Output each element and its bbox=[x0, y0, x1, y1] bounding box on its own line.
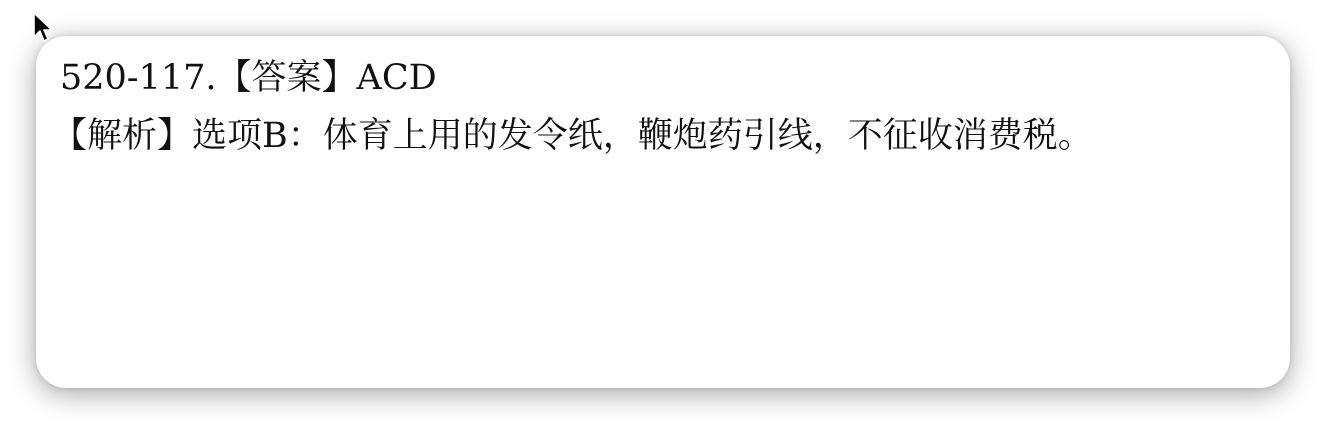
analysis-line: 【解析】选项B：体育上用的发令纸，鞭炮药引线，不征收消费税。 bbox=[52, 116, 1093, 156]
answer-line: 520-117.【答案】ACD bbox=[60, 58, 437, 98]
answer-card bbox=[36, 36, 1290, 388]
mouse-pointer-icon bbox=[33, 12, 55, 46]
